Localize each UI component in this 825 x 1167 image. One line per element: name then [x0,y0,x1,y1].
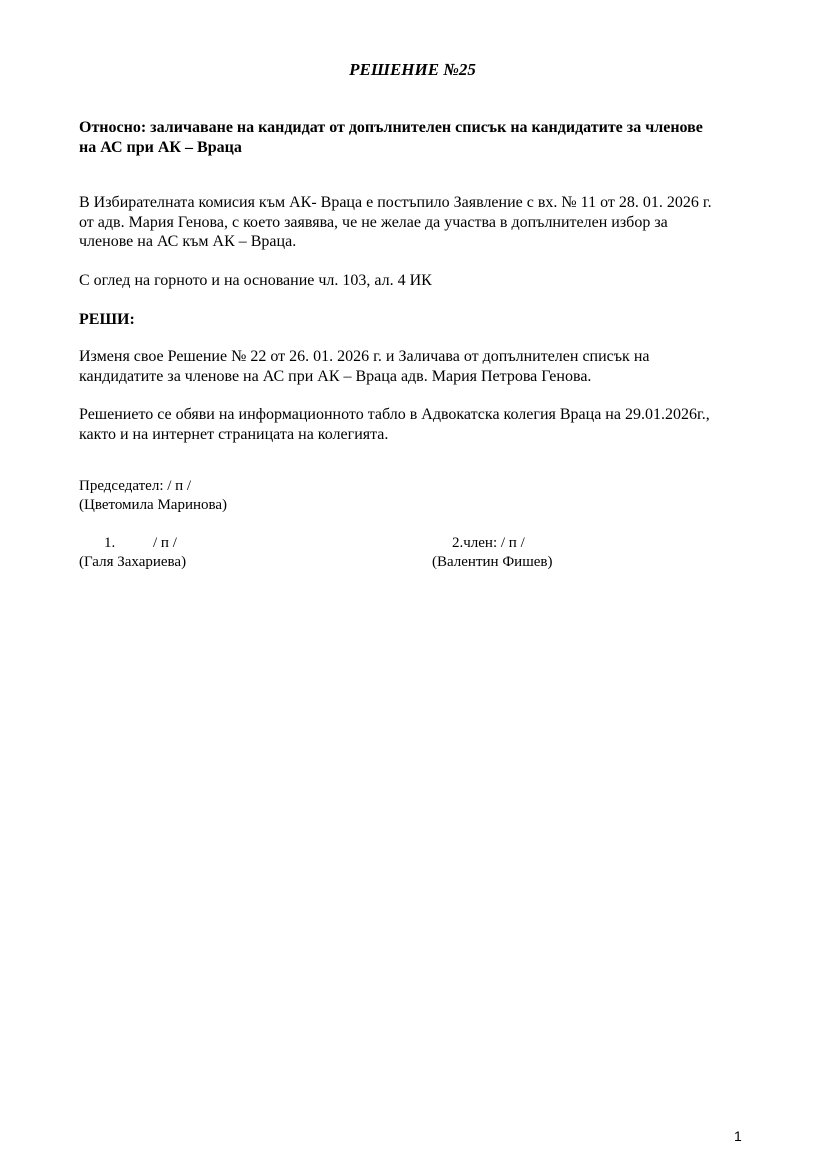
application-line-3: членове на АС към АК – Враца. [79,233,297,250]
application-line-1: В Избирателната комисия към АК- Враца е постъпило Заявление с вх. № 11 от 28. 01. 2026 г. [79,194,712,211]
subject-line-1: Относно: заличаване на кандидат от допълнителен списък на кандидатите за членове [79,119,703,136]
page-number: 1 [734,1128,742,1144]
application-paragraph [79,193,759,252]
chairman-name: (Цветомила Маринова) [79,497,228,513]
member1-signature: / п / [153,535,177,551]
legal-basis-paragraph [79,271,759,291]
announcement-paragraph [79,405,759,444]
member1-name: (Галя Захариева) [79,554,187,570]
chairman-signature: Председател: / п / [79,478,192,494]
subject-line-2: на АС при АК – Враца [79,138,242,156]
decision-paragraph [79,347,759,386]
legal-basis-text: С оглед на горното и на основание чл. 103, ал. 4 ИК [79,272,432,289]
announcement-line-1: Решението се обяви на информационното табло в Адвокатска колегия Враца на 29.01.2026г., [79,406,710,423]
member2-name: (Валентин Фишев) [432,554,553,570]
announcement-line-2: както и на интернет страницата на колегията. [79,425,389,443]
application-line-2: от адв. Мария Генова, с което заявява, че не желае да участва в допълнителен избор за [79,213,668,231]
decided-heading [79,310,759,330]
decision-line-1: Изменя свое Решение № 22 от 26. 01. 2026 г. и Заличава от допълнителен списък на [79,348,650,365]
decided-label: РЕШИ: [79,311,135,328]
subject-paragraph [79,118,759,157]
member1-number: 1. [104,535,116,551]
document-title: РЕШЕНИЕ №25 [349,60,476,79]
member2-signature: 2.член: / п / [452,535,525,551]
decision-line-2: кандидатите за членове на АС при АК – Враца адв. Мария Петрова Генова. [79,367,592,385]
